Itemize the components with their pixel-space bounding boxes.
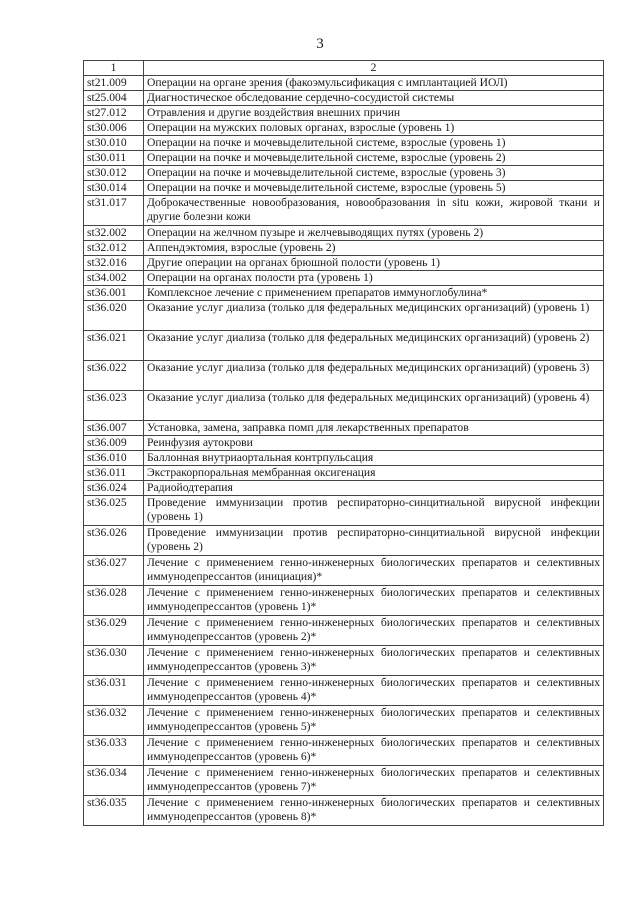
row-name: Радиойодтерапия <box>144 481 604 496</box>
row-name: Реинфузия аутокрови <box>144 436 604 451</box>
table-row <box>84 181 604 196</box>
table-row <box>84 226 604 241</box>
table-body <box>84 76 604 826</box>
row-name: Оказание услуг диализа (только для федеральных медицинских организаций) (уровень 1) <box>144 301 604 331</box>
table-header-row <box>84 61 604 76</box>
row-name: Операции на органах полости рта (уровень 1) <box>144 271 604 286</box>
row-code: st31.017 <box>84 196 144 226</box>
table-row <box>84 736 604 766</box>
row-code: st21.009 <box>84 76 144 91</box>
row-name: Проведение иммунизации против респираторно-синцитиальной вирусной инфекции (уровень 1) <box>144 496 604 526</box>
row-code: st30.012 <box>84 166 144 181</box>
table-row <box>84 136 604 151</box>
row-name: Операции на органе зрения (факоэмульсификация с имплантацией ИОЛ) <box>144 76 604 91</box>
row-code: st36.035 <box>84 796 144 826</box>
row-code: st36.031 <box>84 676 144 706</box>
row-code: st36.001 <box>84 286 144 301</box>
row-name: Операции на мужских половых органах, взрослые (уровень 1) <box>144 121 604 136</box>
row-name: Лечение с применением генно-инженерных биологических препаратов и селективных иммунодепрессантов (инициация)* <box>144 556 604 586</box>
table-row <box>84 256 604 271</box>
row-code: st36.021 <box>84 331 144 361</box>
row-name: Операции на почке и мочевыделительной системе, взрослые (уровень 3) <box>144 166 604 181</box>
row-code: st32.012 <box>84 241 144 256</box>
row-name: Лечение с применением генно-инженерных биологических препаратов и селективных иммунодепрессантов (уровень 5)* <box>144 706 604 736</box>
table-row <box>84 766 604 796</box>
row-name: Лечение с применением генно-инженерных биологических препаратов и селективных иммунодепрессантов (уровень 2)* <box>144 616 604 646</box>
row-name: Оказание услуг диализа (только для федеральных медицинских организаций) (уровень 2) <box>144 331 604 361</box>
row-name: Установка, замена, заправка помп для лекарственных препаратов <box>144 421 604 436</box>
table-row <box>84 91 604 106</box>
row-name: Оказание услуг диализа (только для федеральных медицинских организаций) (уровень 4) <box>144 391 604 421</box>
table-row <box>84 241 604 256</box>
row-code: st32.016 <box>84 256 144 271</box>
row-name: Отравления и другие воздействия внешних причин <box>144 106 604 121</box>
table-row <box>84 706 604 736</box>
table-row <box>84 301 604 331</box>
column-header-2: 2 <box>144 61 604 76</box>
row-name: Операции на желчном пузыре и желчевыводящих путях (уровень 2) <box>144 226 604 241</box>
row-code: st30.010 <box>84 136 144 151</box>
table-row <box>84 106 604 121</box>
table-row <box>84 646 604 676</box>
code-table <box>83 60 604 826</box>
row-code: st36.026 <box>84 526 144 556</box>
table-row <box>84 496 604 526</box>
table-row <box>84 676 604 706</box>
row-code: st36.030 <box>84 646 144 676</box>
row-code: st36.007 <box>84 421 144 436</box>
row-code: st36.032 <box>84 706 144 736</box>
row-code: st36.033 <box>84 736 144 766</box>
row-code: st25.004 <box>84 91 144 106</box>
row-name: Оказание услуг диализа (только для федеральных медицинских организаций) (уровень 3) <box>144 361 604 391</box>
row-name: Операции на почке и мочевыделительной системе, взрослые (уровень 2) <box>144 151 604 166</box>
table-row <box>84 616 604 646</box>
table-row <box>84 331 604 361</box>
column-header-1: 1 <box>84 61 144 76</box>
row-code: st36.022 <box>84 361 144 391</box>
row-code: st36.009 <box>84 436 144 451</box>
row-name: Лечение с применением генно-инженерных биологических препаратов и селективных иммунодепрессантов (уровень 4)* <box>144 676 604 706</box>
row-code: st34.002 <box>84 271 144 286</box>
page-number: 3 <box>316 36 324 52</box>
row-name: Экстракорпоральная мембранная оксигенация <box>144 466 604 481</box>
row-code: st32.002 <box>84 226 144 241</box>
table-row <box>84 121 604 136</box>
row-name: Лечение с применением генно-инженерных биологических препаратов и селективных иммунодепрессантов (уровень 6)* <box>144 736 604 766</box>
row-code: st36.025 <box>84 496 144 526</box>
table-row <box>84 556 604 586</box>
table-row <box>84 451 604 466</box>
table-row <box>84 466 604 481</box>
table-row <box>84 196 604 226</box>
row-code: st36.034 <box>84 766 144 796</box>
table-row <box>84 436 604 451</box>
row-name: Комплексное лечение с применением препаратов иммуноглобулина* <box>144 286 604 301</box>
row-name: Проведение иммунизации против респираторно-синцитиальной вирусной инфекции (уровень 2) <box>144 526 604 556</box>
row-name: Операции на почке и мочевыделительной системе, взрослые (уровень 1) <box>144 136 604 151</box>
table-row <box>84 166 604 181</box>
table-row <box>84 421 604 436</box>
table-row <box>84 151 604 166</box>
row-code: st30.014 <box>84 181 144 196</box>
table-row <box>84 796 604 826</box>
row-name: Доброкачественные новообразования, новообразования in situ кожи, жировой ткани и другие болезни кожи <box>144 196 604 226</box>
row-name: Лечение с применением генно-инженерных биологических препаратов и селективных иммунодепрессантов (уровень 8)* <box>144 796 604 826</box>
row-name: Диагностическое обследование сердечно-сосудистой системы <box>144 91 604 106</box>
row-name: Другие операции на органах брюшной полости (уровень 1) <box>144 256 604 271</box>
row-code: st36.011 <box>84 466 144 481</box>
table-row <box>84 526 604 556</box>
row-name: Операции на почке и мочевыделительной системе, взрослые (уровень 5) <box>144 181 604 196</box>
row-code: st36.028 <box>84 586 144 616</box>
row-name: Лечение с применением генно-инженерных биологических препаратов и селективных иммунодепрессантов (уровень 3)* <box>144 646 604 676</box>
row-code: st36.027 <box>84 556 144 586</box>
row-name: Лечение с применением генно-инженерных биологических препаратов и селективных иммунодепрессантов (уровень 7)* <box>144 766 604 796</box>
row-code: st30.006 <box>84 121 144 136</box>
row-code: st36.020 <box>84 301 144 331</box>
row-code: st36.024 <box>84 481 144 496</box>
row-name: Аппендэктомия, взрослые (уровень 2) <box>144 241 604 256</box>
row-name: Лечение с применением генно-инженерных биологических препаратов и селективных иммунодепрессантов (уровень 1)* <box>144 586 604 616</box>
row-code: st30.011 <box>84 151 144 166</box>
table-row <box>84 271 604 286</box>
row-code: st36.010 <box>84 451 144 466</box>
row-code: st36.023 <box>84 391 144 421</box>
table-row <box>84 286 604 301</box>
table-row <box>84 391 604 421</box>
row-code: st27.012 <box>84 106 144 121</box>
table-row <box>84 481 604 496</box>
row-code: st36.029 <box>84 616 144 646</box>
table-row <box>84 76 604 91</box>
table-row <box>84 586 604 616</box>
table-row <box>84 361 604 391</box>
row-name: Баллонная внутриаортальная контрпульсация <box>144 451 604 466</box>
